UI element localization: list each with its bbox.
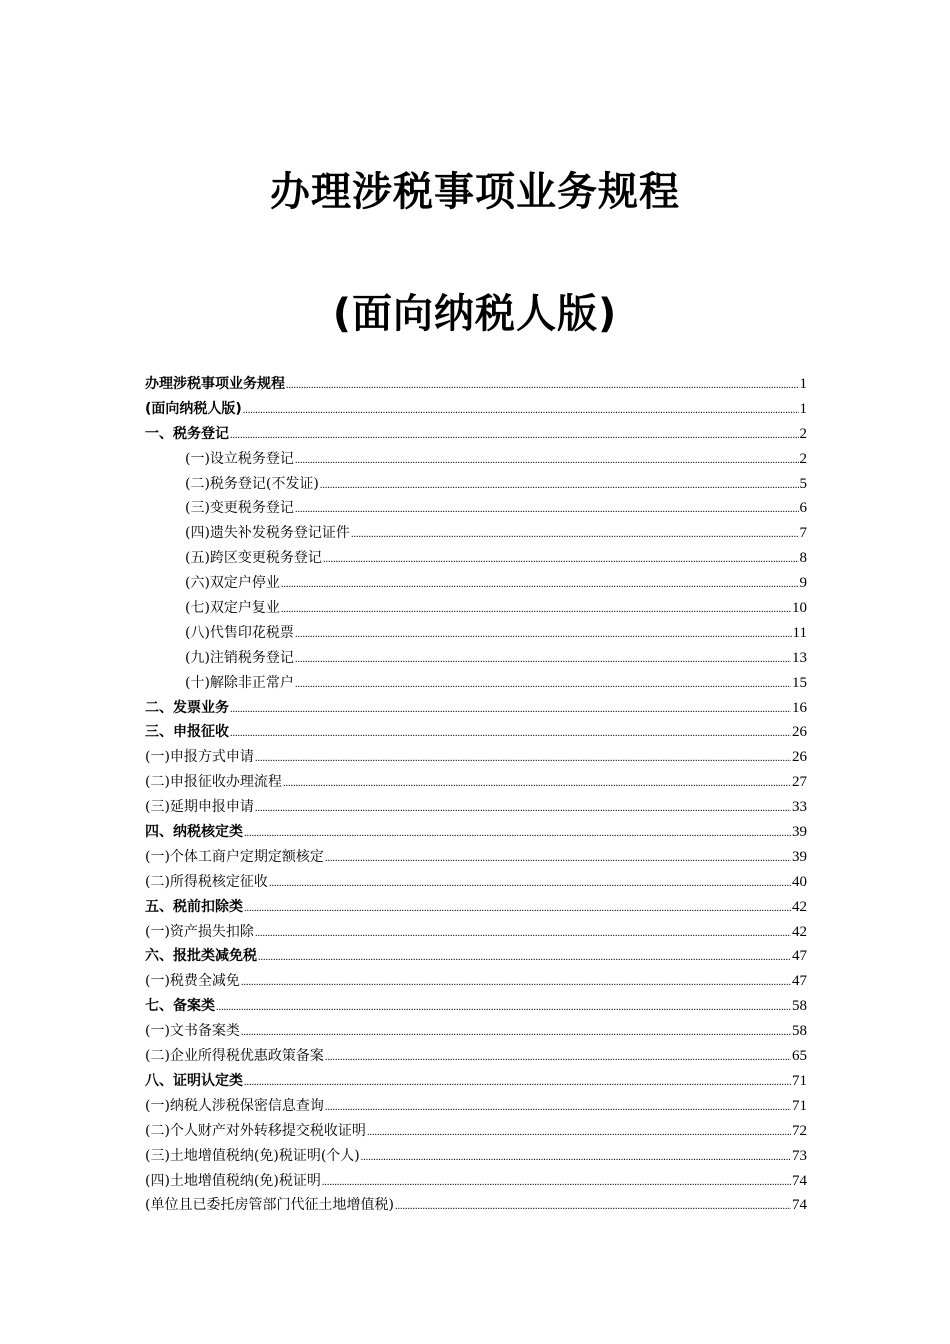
toc-entry-label: (二)个人财产对外转移提交税收证明 <box>145 1122 366 1139</box>
toc-dot-leader <box>295 449 799 474</box>
toc-entry-page-number: 13 <box>792 649 807 666</box>
toc-entry[interactable] <box>145 671 807 696</box>
toc-entry-label: 三、申报征收 <box>145 724 229 741</box>
toc-entry[interactable] <box>145 895 807 920</box>
toc-entry-label: (面向纳税人版) <box>145 400 242 417</box>
toc-entry-page-number: 1 <box>799 400 807 417</box>
toc-entry-page-number: 26 <box>792 749 807 766</box>
toc-dot-leader <box>244 897 791 922</box>
toc-entry-label: (十)解除非正常户 <box>185 674 294 691</box>
toc-entry[interactable] <box>145 870 807 895</box>
toc-entry-page-number: 1 <box>799 376 807 392</box>
toc-entry-page-number: 8 <box>799 550 807 567</box>
toc-dot-leader <box>230 698 791 723</box>
toc-dot-leader <box>295 623 792 648</box>
toc-dot-leader <box>244 822 791 847</box>
toc-entry-label: (单位且已委托房管部门代征土地增值税) <box>145 1197 394 1214</box>
toc-entry-label: (一)设立税务登记 <box>185 450 294 467</box>
toc-entry-label: (七)双定户复业 <box>185 600 280 617</box>
toc-dot-leader <box>286 374 799 399</box>
toc-entry[interactable] <box>145 521 807 546</box>
toc-entry[interactable] <box>145 1094 807 1119</box>
toc-dot-leader <box>241 1021 791 1046</box>
toc-entry-page-number: 39 <box>792 848 807 865</box>
toc-entry-page-number: 74 <box>792 1197 807 1214</box>
toc-entry-page-number: 26 <box>792 724 807 741</box>
toc-dot-leader <box>283 772 791 797</box>
toc-dot-leader <box>323 548 799 573</box>
toc-entry-label: (一)个体工商户定期定额核定 <box>145 848 324 865</box>
toc-dot-leader <box>255 797 791 822</box>
toc-entry-page-number: 16 <box>792 699 807 716</box>
toc-entry-page-number: 10 <box>792 600 807 617</box>
toc-entry[interactable] <box>145 646 807 671</box>
toc-entry-label: 一、税务登记 <box>145 425 229 442</box>
toc-entry[interactable] <box>145 745 807 770</box>
toc-dot-leader <box>255 747 791 772</box>
toc-entry-label: (二)申报征收办理流程 <box>145 774 282 791</box>
toc-entry[interactable] <box>145 920 807 945</box>
toc-dot-leader <box>295 648 791 673</box>
toc-entry-page-number: 47 <box>792 948 807 965</box>
toc-dot-leader <box>244 1071 791 1096</box>
toc-dot-leader <box>367 1121 791 1146</box>
toc-entry-label: (一)资产损失扣除 <box>145 923 254 940</box>
toc-entry[interactable] <box>145 944 807 969</box>
toc-entry-label: (四)遗失补发税务登记证件 <box>185 525 350 542</box>
toc-entry-page-number: 73 <box>792 1147 807 1164</box>
document-subtitle: (面向纳税人版) <box>332 291 618 337</box>
toc-dot-leader <box>269 872 791 897</box>
toc-dot-leader <box>325 847 791 872</box>
toc-entry-page-number: 2 <box>799 425 807 442</box>
toc-dot-leader <box>322 1171 791 1196</box>
toc-entry-label: (六)双定户停业 <box>185 575 280 592</box>
toc-entry[interactable] <box>145 1169 807 1194</box>
toc-entry-label: 四、纳税核定类 <box>145 824 243 841</box>
toc-entry-label: (二)企业所得税优惠政策备案 <box>145 1048 324 1065</box>
toc-entry[interactable] <box>145 372 807 397</box>
toc-entry-label: (一)申报方式申请 <box>145 749 254 766</box>
toc-entry-page-number: 33 <box>792 799 807 816</box>
toc-entry-label: (一)纳税人涉税保密信息查询 <box>145 1097 324 1114</box>
toc-entry-page-number: 58 <box>792 998 807 1015</box>
toc-entry-page-number: 58 <box>792 1023 807 1040</box>
toc-entry-page-number: 27 <box>792 774 807 791</box>
toc-entry[interactable] <box>145 969 807 994</box>
toc-entry-label: (二)税务登记(不发证) <box>185 475 319 492</box>
toc-entry-page-number: 2 <box>799 450 807 467</box>
toc-entry-page-number: 65 <box>792 1048 807 1065</box>
toc-entry[interactable] <box>145 770 807 795</box>
toc-entry[interactable] <box>145 1119 807 1144</box>
toc-entry[interactable] <box>145 447 807 472</box>
toc-entry-label: (二)所得税核定征收 <box>145 873 268 890</box>
toc-dot-leader <box>230 424 799 449</box>
toc-dot-leader <box>281 573 799 598</box>
toc-entry[interactable] <box>145 696 807 721</box>
toc-dot-leader <box>320 474 799 499</box>
toc-entry[interactable] <box>145 1044 807 1069</box>
toc-entry[interactable] <box>145 820 807 845</box>
toc-dot-leader <box>216 996 791 1021</box>
toc-entry-label: 七、备案类 <box>145 998 215 1015</box>
toc-entry-label: (五)跨区变更税务登记 <box>185 550 322 567</box>
toc-entry-page-number: 42 <box>792 898 807 915</box>
toc-entry[interactable] <box>145 571 807 596</box>
toc-entry-page-number: 15 <box>792 674 807 691</box>
toc-dot-leader <box>243 399 799 424</box>
toc-entry-page-number: 74 <box>792 1172 807 1189</box>
toc-entry-label: 五、税前扣除类 <box>145 898 243 915</box>
toc-entry[interactable] <box>145 1193 807 1218</box>
toc-entry-label: 二、发票业务 <box>145 699 229 716</box>
toc-entry[interactable] <box>145 621 807 646</box>
toc-entry[interactable] <box>145 720 807 745</box>
toc-entry-page-number: 5 <box>799 475 807 492</box>
toc-dot-leader <box>295 498 799 523</box>
toc-entry-page-number: 71 <box>792 1097 807 1114</box>
toc-entry-label: (九)注销税务登记 <box>185 649 294 666</box>
toc-entry-label: (一)文书备案类 <box>145 1023 240 1040</box>
toc-entry[interactable] <box>145 845 807 870</box>
toc-entry-page-number: 7 <box>799 525 807 542</box>
toc-dot-leader <box>241 971 791 996</box>
toc-entry-page-number: 71 <box>792 1072 807 1089</box>
toc-entry[interactable] <box>145 546 807 571</box>
document-title: 办理涉税事项业务规程 <box>270 169 680 215</box>
toc-entry-page-number: 40 <box>792 873 807 890</box>
toc-entry-label: (三)延期申报申请 <box>145 799 254 816</box>
toc-dot-leader <box>295 673 791 698</box>
toc-dot-leader <box>351 523 799 548</box>
toc-entry-label: (四)土地增值税纳(免)税证明 <box>145 1172 321 1189</box>
toc-entry-label: 六、报批类减免税 <box>145 948 257 965</box>
toc-entry-page-number: 47 <box>792 973 807 990</box>
toc-entry[interactable] <box>145 596 807 621</box>
toc-dot-leader <box>230 722 791 747</box>
toc-entry-label: (三)变更税务登记 <box>185 500 294 517</box>
toc-entry-label: (一)税费全减免 <box>145 973 240 990</box>
toc-entry[interactable] <box>145 1019 807 1044</box>
toc-dot-leader <box>395 1195 791 1220</box>
toc-dot-leader <box>325 1046 791 1071</box>
toc-entry[interactable] <box>145 795 807 820</box>
toc-entry[interactable] <box>145 496 807 521</box>
toc-entry-page-number: 72 <box>792 1122 807 1139</box>
toc-entry-page-number: 42 <box>792 923 807 940</box>
toc-entry-label: (三)土地增值税纳(免)税证明(个人) <box>145 1147 360 1164</box>
toc-entry-page-number: 6 <box>799 500 807 517</box>
toc-entry-page-number: 9 <box>799 575 807 592</box>
toc-entry[interactable] <box>145 422 807 447</box>
toc-dot-leader <box>258 946 791 971</box>
toc-dot-leader <box>361 1146 791 1171</box>
toc-entry[interactable] <box>145 994 807 1019</box>
toc-entry[interactable] <box>145 1144 807 1169</box>
toc-entry[interactable] <box>145 472 807 497</box>
toc-dot-leader <box>281 598 791 623</box>
table-of-contents <box>145 372 807 1218</box>
toc-entry[interactable] <box>145 397 807 422</box>
toc-entry-label: (八)代售印花税票 <box>185 624 294 641</box>
toc-entry-label: 办理涉税事项业务规程 <box>145 376 285 392</box>
toc-entry[interactable] <box>145 1069 807 1094</box>
toc-entry-page-number: 39 <box>792 824 807 841</box>
toc-dot-leader <box>255 922 791 947</box>
toc-entry-label: 八、证明认定类 <box>145 1072 243 1089</box>
toc-dot-leader <box>325 1096 791 1121</box>
toc-entry-page-number: 11 <box>792 624 807 641</box>
